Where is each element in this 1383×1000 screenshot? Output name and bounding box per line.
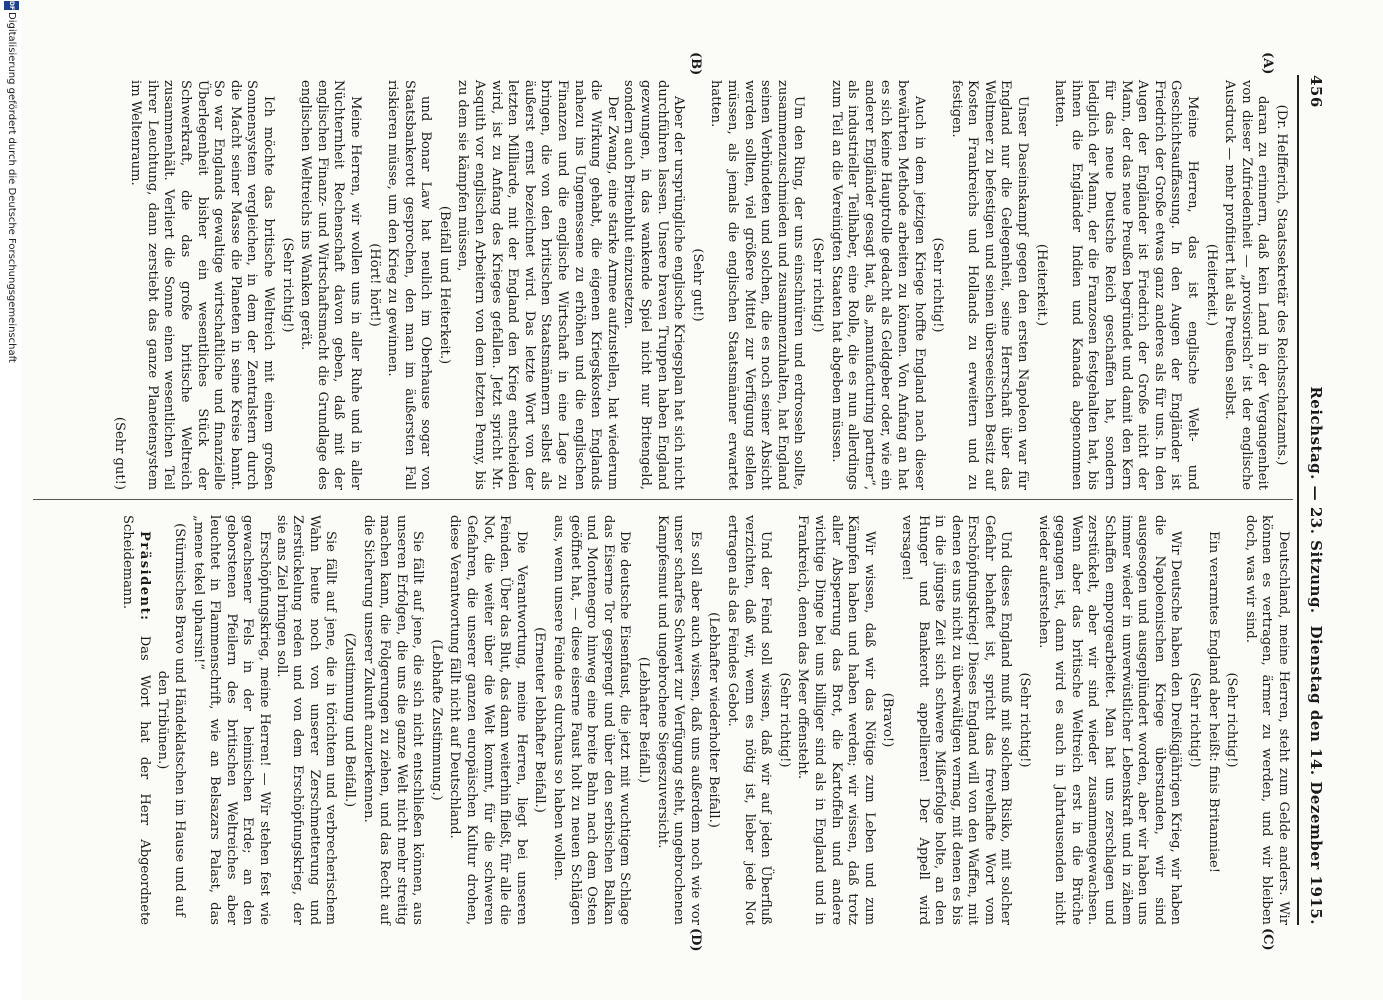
paragraph: Auch in dem jetzigen Kriege hoffte England nach dieser bewährten Methode arbeiten zu können. Von Anfang an hat es sich keine Hauptrolle gedacht als Geldgeber oder, wie ein anderer Engländer gesagt hat, als „manufacturing partner“, als industrieller Teilhaber, eine Rolle, die es nun allerdings zum Teil an die Vereinigten Staaten hat abgeben müssen. [828,80,927,490]
digitization-footer [0,0,21,1000]
reaction: (Sehr richtig!) [809,237,825,333]
paragraph: Wir Deutsche haben den Dreißigjährigen Krieg, wir haben die Napoleonischen Kriege überstanden, wir sind ausgesogen und ausgeplündert worden, aber wir haben uns immer wieder in unverwüstlicher Lebenskraft und in zähem Schaffen emporgearbeitet. Man hat uns zerschlagen und zerstückelt, aber wir sind wieder zusammengewachsen. Wenn aber das britische Weltreich erst in die Brüche gegangen ist, dann wird es auch in Jahrtausenden nicht wieder auferstehen. [1035,515,1184,925]
left-column [110,80,1291,490]
header-rule [1297,75,1299,925]
reaction: (Stürmisches Bravo und Händeklatschen im Hause und auf den Tribünen.) [155,523,187,917]
reaction: (Heiterkeit.) [1033,243,1049,327]
reaction: (Erneuter lebhafter Beifall.) [532,627,548,813]
right-column [119,515,1291,925]
paragraph: Meine Herren, das ist englische Welt- und Geschichtsauffassung. In den Augen der Engländer ist Friedrich der Große etwas ganz anderes als für uns. In den Augen der Engländer ist Friedrich der Große nicht der Mann, der das neue Preußen begründet und damit den Kern für das neue Deutsche Reich geschaffen hat, sondern lediglich der Mann, der die Franzosen festgehalten hat, bis ihnen die Engländer Indien und Kanada abgenommen hatten. [1052,80,1201,490]
reaction: (Heiterkeit.) [1203,243,1219,327]
reaction: (Sehr richtig!) [776,672,792,768]
paragraph: Und dieses England muß mit solchem Risiko, mit solcher Gefahr behaftet ist, spricht das frevelhafte Wort vom Erschöpfungskrieg! Dieses England will von den Waffen, mit denen es uns nicht zu überwältigen vermag, mit denen es bis in die jüngste Zeit sich schwere Mißerfolge holte, an den Hunger und Bankerott appellieren! Der Appell wird versagen! [898,515,1014,925]
paragraph: Sie fällt auf jene, die sich nicht entschließen können, aus unseren Erfolgen, die uns die ganze Welt nicht mehr streitig machen kann, die Folgerungen zu ziehen, und das Recht auf die Sicherung unserer Zukunft anzuerkennen. [360,515,426,925]
president-text: Das Wort hat der Herr Abgeordnete Scheidemann. [120,515,152,925]
footer-credit: Digitalisierung gefördert durch die Deutsche Forschungsgemeinschaft [6,12,17,363]
margin-marker-b: (B) [688,52,703,76]
column-divider [33,499,1293,500]
margin-marker-c: (C) [1260,928,1275,951]
paragraph: Unser Daseinskampf gegen den ersten Napoleon war für England nur die Gelegenheit, seine Herrschaft über das Weltmeer zu befestigen und seinen überseeischen Besitz auf Kosten Frankreichs und Hollands zu erweitern und zu festigen. [948,80,1031,490]
reaction: (Hört! hört!) [366,243,382,327]
paragraph: Ich möchte das britische Weltreich mit einem großen Sonnensystem vergleichen, in dem der Zentralstern durch die Macht seiner Masse die Planeten in seine Kreise bannt. So war Englands gewaltige wirtschaftliche und finanzielle Überlegenheit bisher ein wesentliches Stück der Schwerkraft, die das große britische Weltreich zusammenhält. Verliert die Sonne einen wesentlichen Teil ihrer Leuchtung, dann zerstiebt das ganze Planetensystem im Weltenraum. [128,80,276,490]
paragraph: Sie fällt auf jene, die in törichtem und verbrecherischem Wahn heute noch von unserer Zerschmetterung und Zerstückelung reden und von dem Erschöpfungskrieg, der sie ans Ziel bringen soll. [273,515,339,925]
paragraph: Es soll aber auch wissen, daß uns außerdem noch wie vor unser scharfes Schwert zur Verfügung steht, ungebrochenen Kampfesmut und ungebrochene Siegeszuversicht. [654,515,703,925]
dfg-logo-icon: DFG [4,1,19,10]
paragraph: Um den Ring, der uns einschnüren und erdrosseln sollte, zusammenzuschmieden und zusammenzuhalten, hat England seinen Verbündeten und solchen, die es noch seiner Absicht werden sollten, viel größere Mittel zur Verfügung stellen müssen, als jemals die englischen Staatsmänner erwartet hatten. [708,80,807,490]
speaker-line: (Dr. Helfferich, Staatssekretär des Reichsschatzamts.) [1274,104,1289,466]
paragraph: Deutschland, meine Herren, steht zum Gelde anders. Wir können es vertragen, ärmer zu werden, und wir bleiben doch, was wir sind. [1242,515,1291,925]
reaction: (Lebhafte Zustimmung.) [428,639,444,801]
reaction: (Lebhafter Beifall.) [636,656,652,784]
paragraph: Die Verantwortung, meine Herren, liegt bei unseren Feinden. Über das Blut, das dann weiterhin fließt, für alle die Not, die weiter über die Welt kommt, für die schweren Gefahren, die unserer ganzen europäischen Kultur drohen, diese Verantwortung fällt nicht auf Deutschland. [447,515,529,925]
paragraph: Die deutsche Eisenfaust, die jetzt mit wuchtigem Schlage das Eiserne Tor gesprengt und über den serbischen Balkan und Montenegro hinweg eine breite Bahn nach dem Osten geöffnet hat, — diese eiserne Faust holt zu neuen Schlägen aus, wenn unsere Feinde es durchaus so haben wollen. [551,515,633,925]
paragraph: Meine Herren, wir wollen uns in aller Ruhe und in aller Nüchternheit Rechenschaft davon geben, daß mit der englischen Finanz- und Wirtschaftsmacht die Grundlage des englischen Weltreichs ins Wanken gerät. [298,80,363,490]
paragraph: Ein verarmtes England aber heißt: finis Britanniae! [1205,531,1221,874]
reaction: (Zustimmung und Beifall.) [341,632,357,808]
paragraph: Und der Feind soll wissen, daß wir auf jeden Überfluß verzichten, daß wir, wenn es nötig ist, lieber jede Not ertragen als das Feindes Gebot. [725,515,774,925]
paragraph: Der Zwang, eine starke Armee aufzustellen, hat wiederum die Wirkung gehabt, die eigenen Kriegskosten Englands nahezu ins Ungemessene zu erhöhen und die englischen Finanzen und die englische Wirtschaft in eine Lage zu bringen, die von den britischen Staatsmännern selbst als äußerst ernst bezeichnet wird. Das letzte Wort von der letzten Milliarde, mit der England den Krieg entscheiden wird, ist zu Anfang des Krieges gefallen. Jetzt spricht Mr. Asquith vor englischen Arbeitern von dem letzten Penny, bis zu dem sie kämpfen müssen, [455,80,620,490]
margin-marker-d: (D) [688,928,703,952]
margin-marker-a: (A) [1260,52,1275,75]
header-title: Reichstag. — 23. Sitzung. [1307,386,1325,614]
reaction: (Bravo!) [880,692,896,748]
paragraph: Erschöpfungskrieg, meine Herren! — Wir stehen fest wie gewachsener Fels in der heimischen Erde; an den geborstenen Pfeilern des britischen Weltreiches aber leuchtet in Flammenschrift, wie an Belsazars Palast, das „mene tekel upharsin!“ [190,515,272,925]
reaction: (Sehr richtig!) [1017,672,1033,768]
reaction: (Sehr richtig!) [279,237,295,333]
reaction: (Beifall und Heiterkeit.) [436,205,452,365]
page-header [1299,75,1325,925]
reaction: (Sehr gut!) [689,248,705,322]
paragraph: und Bonar Law hat neulich im Oberhause sogar von Staatsbankerott gesprochen, den man im äußersten Fall riskieren müsse, um den Krieg zu gewinnen. [385,80,434,490]
president-label: Präsident: [136,531,152,622]
reaction: (Lebhafter wiederholter Beifall.) [706,612,722,828]
reaction: (Sehr gut!) [111,416,127,490]
president-statement [119,515,152,925]
reaction: (Sehr richtig!) [1187,672,1203,768]
page-number: 456 [1307,75,1325,108]
header-date: Dienstag den 14. Dezember 1915. [1307,625,1325,925]
paragraph: Aber der ursprüngliche englische Kriegsplan hat sich nicht durchführen lassen. Unsere braven Truppen haben England gezwungen, in das wankende Spiel nicht nur Britengeld, sondern auch Britenblut einzusetzen. [621,80,687,490]
reaction: (Sehr richtig!) [1224,672,1240,768]
reaction: (Sehr richtig!) [930,237,946,333]
paragraph: daran zu erinnern, daß kein Land in der Vergangenheit von dieser Zufriedenheit — „provisorisch“ ist der englische Ausdruck — mehr profitiert hat als Preußen selbst. [1222,80,1271,490]
paragraph: Wir wissen, daß wir das Nötige zum Leben und zum Kämpfen haben und haben werden; wir wissen, daß trotz aller Absperrung das Brot, die Kartoffeln und andere wichtige Dinge bei uns billiger sind als in England und in Frankreich, denen das Meer offensteht. [795,515,877,925]
